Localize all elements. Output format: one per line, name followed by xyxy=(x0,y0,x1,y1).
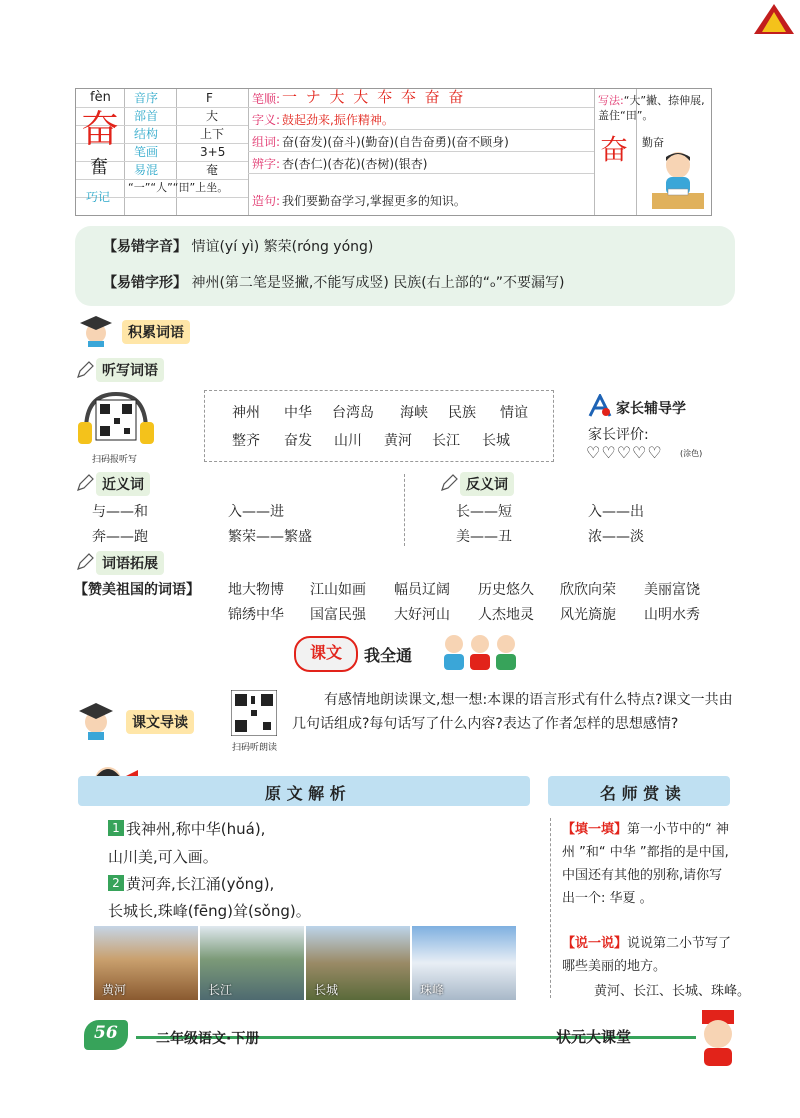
stroke-order: 一 ナ 大 大 夲 夲 奋 奋 xyxy=(282,88,466,106)
photo-yellow-river xyxy=(94,926,198,1000)
mnemonic-label: 巧记 xyxy=(86,190,111,204)
row-value: 3+5 xyxy=(200,145,226,159)
poem-line: 黄河奔,长江涌(yǒng), xyxy=(126,875,275,893)
analysis-banner-title: 原 文 解 析 xyxy=(265,784,346,803)
antonym-pair: 美——丑 xyxy=(456,529,512,545)
antonym-pair: 浓——淡 xyxy=(588,529,644,545)
scholar-cap-icon xyxy=(76,700,116,740)
photo-label: 黄河 xyxy=(102,983,127,997)
parent-eval-label: 家长评价: xyxy=(588,427,649,443)
error-shape-label: 【易错字形】 xyxy=(103,275,187,291)
distinguish-label: 辨字: xyxy=(252,157,281,171)
stroke-label: 笔顺: xyxy=(252,92,281,106)
pencil-icon xyxy=(76,553,94,571)
expand-word: 山明水秀 xyxy=(644,607,700,623)
paragraph-number: 2 xyxy=(108,875,124,891)
expand-word: 历史悠久 xyxy=(478,582,534,598)
row-label: 易混 xyxy=(134,163,159,177)
meaning-label: 字义: xyxy=(252,113,281,127)
expand-title: 词语拓展 xyxy=(96,551,164,575)
write-label: 写法: xyxy=(598,94,624,107)
kids-reading-illustration xyxy=(436,630,520,676)
dictation-word: 黄河 xyxy=(384,433,412,449)
photo-great-wall xyxy=(306,926,410,1000)
row-label: 笔画 xyxy=(134,145,159,159)
fill-label: 【填一填】 xyxy=(562,822,628,837)
dictation-word: 民族 xyxy=(448,405,476,421)
divider xyxy=(404,474,405,546)
studying-boy-illustration xyxy=(648,149,706,211)
dictation-word: 山川 xyxy=(334,433,362,449)
dictation-word: 中华 xyxy=(284,405,312,421)
dictation-word: 台湾岛 xyxy=(332,405,374,421)
expand-word: 国富民强 xyxy=(310,607,366,623)
synonym-pair: 入——进 xyxy=(228,504,284,520)
parent-title: 家长辅导学 xyxy=(616,401,686,417)
lesson-heading: 我全通 xyxy=(364,646,413,665)
row-value: F xyxy=(206,91,213,105)
photo-label: 长江 xyxy=(208,983,233,997)
photo-label: 珠峰 xyxy=(420,983,445,997)
character-card xyxy=(75,88,712,216)
error-prone-box xyxy=(75,226,735,306)
row-value: 上下 xyxy=(200,127,225,141)
pencil-icon xyxy=(76,474,94,492)
dictation-words-box xyxy=(204,390,554,462)
pinyin: fèn xyxy=(90,90,111,105)
row-label: 部首 xyxy=(134,109,159,123)
poem-line: 长城长,珠峰(fēng)耸(sǒng)。 xyxy=(108,902,311,920)
book-title: 二年级语文·下册 xyxy=(156,1031,260,1047)
expand-word: 风光旖旎 xyxy=(560,607,616,623)
say-text: 说说第二小节写了哪些美丽的地方。 xyxy=(562,936,732,974)
traditional-character: 奮 xyxy=(90,157,108,178)
divider xyxy=(550,818,551,998)
expand-word: 大好河山 xyxy=(394,607,450,623)
meaning-text: 鼓起劲来,振作精神。 xyxy=(282,113,394,127)
hearts-note: (涂色) xyxy=(680,449,703,458)
pencil-icon xyxy=(440,474,458,492)
poem-line: 我神州,称中华(huá), xyxy=(126,820,266,838)
dictation-word: 长江 xyxy=(432,433,460,449)
antonym-pair: 入——出 xyxy=(588,504,644,520)
parent-logo-icon xyxy=(588,394,612,418)
expand-word: 锦绣中华 xyxy=(228,607,284,623)
photo-yangtze xyxy=(200,926,304,1000)
dictation-word: 神州 xyxy=(232,405,260,421)
qr-caption-reading: 扫码听朗读 xyxy=(232,743,278,753)
guide-text: 有感情地朗读课文,想一想:本课的语言形式有什么特点?课文一共由几句话组成?每句话写了什么内容?表达了作者怎样的思想感情? xyxy=(292,692,733,732)
say-exercise xyxy=(562,932,734,978)
synonym-pair: 繁荣——繁盛 xyxy=(228,529,312,545)
dictation-word: 奋发 xyxy=(284,433,312,449)
poem-line: 山川美,可入画。 xyxy=(108,848,218,866)
expand-label: 【赞美祖国的词语】 xyxy=(74,582,200,598)
publisher-logo xyxy=(752,2,796,46)
pencil-icon xyxy=(76,361,94,379)
guide-title: 课文导读 xyxy=(126,710,194,734)
antonym-title: 反义词 xyxy=(460,472,514,496)
paragraph-number: 1 xyxy=(108,820,124,836)
antonym-pair: 长——短 xyxy=(456,504,512,520)
synonym-title: 近义词 xyxy=(96,472,150,496)
fill-in-exercise xyxy=(562,818,734,910)
error-sound-text: 情谊(yí yì) 繁荣(róng yóng) xyxy=(191,239,374,255)
dictation-word: 情谊 xyxy=(500,405,528,421)
fill-text: 第一小节中的“ 神州 ”和“ 中华 ”都指的是中国,中国还有其他的别称,请你写出一个: 华夏 。 xyxy=(562,822,729,906)
words-text: 奋(奋发)(奋斗)(勤奋)(自告奋勇)(奋不顾身) xyxy=(282,135,509,149)
dictation-word: 整齐 xyxy=(232,433,260,449)
mnemonic-text: “一”“人”“田”上坐。 xyxy=(128,181,229,194)
row-label: 结构 xyxy=(134,127,159,141)
sentence-text: 我们要勤奋学习,掌握更多的知识。 xyxy=(282,194,466,208)
write-text: “大”撇、捺伸展,盖住“田”。 xyxy=(598,94,705,122)
section-vocab-title: 积累词语 xyxy=(122,320,190,344)
photo-everest xyxy=(412,926,516,1000)
picture-caption: 勤奋 xyxy=(642,136,664,149)
row-label: 音序 xyxy=(134,91,159,105)
lesson-heading-badge: 课文 xyxy=(294,636,358,672)
rating-hearts[interactable]: ♡♡♡♡♡ xyxy=(586,443,663,462)
brand-name: 状元大课堂 xyxy=(556,1028,632,1046)
write-character: 奋 xyxy=(600,133,629,166)
row-value: 大 xyxy=(206,109,219,123)
error-sound-label: 【易错字音】 xyxy=(103,239,187,255)
expand-word: 人杰地灵 xyxy=(478,607,534,623)
mascot-illustration xyxy=(694,1010,742,1068)
say-answer: 黄河、长江、长城、珠峰。 xyxy=(594,984,751,999)
error-shape-text: 神州(第二笔是竖撇,不能写成竖) 民族(右上部的“ₒ”不要漏写) xyxy=(191,275,565,291)
dictation-title: 听写词语 xyxy=(96,358,164,382)
row-value: 奄 xyxy=(206,163,219,177)
expand-word: 欣欣向荣 xyxy=(560,582,616,598)
expand-word: 美丽富饶 xyxy=(644,582,700,598)
page-number: 56 xyxy=(94,1023,118,1043)
teacher-banner-title: 名 师 赏 读 xyxy=(600,784,681,803)
say-label: 【说一说】 xyxy=(562,936,628,951)
expand-word: 地大物博 xyxy=(228,582,284,598)
dictation-word: 长城 xyxy=(482,433,510,449)
qr-code-icon[interactable] xyxy=(231,690,277,736)
expand-word: 江山如画 xyxy=(310,582,366,598)
photo-label: 长城 xyxy=(314,983,339,997)
expand-word: 幅员辽阔 xyxy=(394,582,450,598)
scholar-cap-icon xyxy=(76,313,116,347)
dictation-word: 海峡 xyxy=(400,405,428,421)
distinguish-text: 杏(杏仁)(杏花)(杏树)(银杏) xyxy=(282,157,428,171)
headphones-qr-icon xyxy=(76,390,156,450)
synonym-pair: 奔——跑 xyxy=(92,529,148,545)
qr-caption-dictation: 扫码报听写 xyxy=(92,455,138,465)
sentence-label: 造句: xyxy=(252,194,281,208)
synonym-pair: 与——和 xyxy=(92,504,148,520)
main-character: 奋 xyxy=(81,107,120,151)
words-label: 组词: xyxy=(252,135,281,149)
